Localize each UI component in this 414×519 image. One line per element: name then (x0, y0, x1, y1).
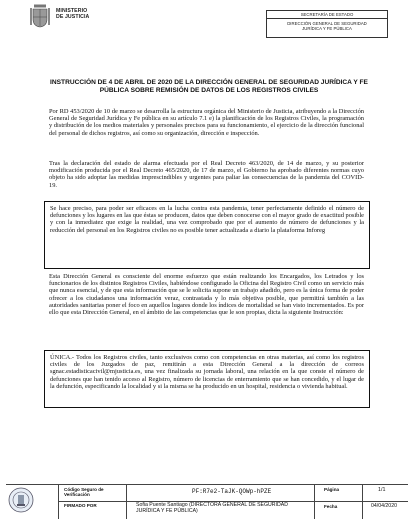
highlight-box-2 (44, 350, 370, 408)
paragraph-4: Esta Dirección General es consciente del enorme esfuerzo que están realizando los Encargados, los Letrados y los funcionarios de los distintos Registros Civiles, habiéndose configurado la Oficina del Registro Civil como un servicio más que nunca esencial, y de que esta información que se le solicita supone un trabajo añadido, pero es la única forma de poder ofrecer a los ciudadanos una información veraz, contrastada y lo más objetiva posible, que permitirá también a las autoridades sanitarias poner el foco en aquellos lugares donde los índices de mortalidad se han visto incrementados. Es por ello que esta Dirección General, en el ámbito de las competencias que le son propias, dicta la siguiente Instrucción: (49, 273, 364, 317)
paragraph-3: Se hace preciso, para poder ser eficaces en la lucha contra esta pandemia, tener perfectamente definido el número de defunciones y los lugares en las que éstas se producen, datos que deben conocerse con el mayor grado de exactitud posible y con la inmediatez que exige la realidad, una vez comprobado que por el aumento de número de defunciones y la reducción del personal en los Registros civiles no es posible tener actualizada a diario la plataforma Inforeg (50, 205, 364, 234)
ministry-name (56, 8, 89, 20)
page-number: 1/1 (378, 487, 386, 493)
directorate-line1: DIRECCIÓN GENERAL DE SEGURIDAD (287, 21, 367, 26)
ministry-line1: MINISTERIO (56, 8, 88, 14)
divider (362, 485, 363, 519)
page-label: Página (324, 487, 340, 492)
csv-label-line2: Verificación (64, 492, 90, 498)
department-box (266, 10, 388, 38)
highlight-box-1 (44, 201, 370, 269)
document-title: INSTRUCCIÓN DE 4 DE ABRIL DE 2020 DE LA DIRECCIÓN GENERAL DE SEGURIDAD JURÍDICA Y FE PÚBLICA SOBRE REMISIÓN DE DATOS DE LOS REGISTROS CIVILES (50, 79, 368, 94)
csv-code: PF:R7e2-TaJK-QOWp-hPZE (192, 488, 272, 495)
csv-label (64, 487, 104, 497)
paragraph-2: Tras la declaración del estado de alarma efectuada por el Real Decreto 463/2020, de 14 de marzo, y su posterior modificación producida por el Real Decreto 465/2020, de 17 de marzo, el Gobierno ha aprobado diferentes normas cuyo objeto ha sido adoptar las medidas imprescindibles y urgentes para paliar las consecuencias de la pandemia del COVID-19. (49, 160, 364, 189)
divider (58, 485, 59, 519)
date-label: Fecha (324, 504, 338, 509)
paragraph-1: Por RD 453/2020 de 10 de marzo se desarrolla la estructura orgánica del Ministerio de Justicia, atribuyendo a la Dirección General de Seguridad Jurídica y Fe pública en su artículo 7.1 e) la planificación de los Registros Civiles, la programación y distribución de los medios materiales y personales precisos para su funcionamiento, el ejercicio de la dirección funcional del personal de dichos registros, así como su organización, dirección e inspección. (49, 108, 364, 137)
divider (314, 485, 315, 519)
csv-label-line1: Código Seguro de (64, 487, 104, 492)
signed-by-label: FIRMADO POR (64, 503, 97, 508)
ministry-line2: DE JUSTICIA (56, 14, 90, 20)
signature-date: 04/04/2020 (371, 503, 397, 509)
electronic-seal-icon (8, 487, 34, 513)
directorate-line2: JURÍDICA Y FE PÚBLICA (302, 26, 352, 31)
paragraph-5: ÚNICA.- Todos los Registros civiles, tanto exclusivos como con competencias en otras materias, así como los registros civiles de los Juzgados de paz, remitirán a esta Dirección General a la dirección de correos sgnac.estadisticacivil@mjusticia.es, una vez finalizada su jornada laboral, una relación en la que conste el número de defunciones que han tenido acceso al Registro, número de licencias de enterramiento que se han concedido, y el lugar de la defunción, especificando la localidad y si la misma se ha producido en un hospital, residencia o vivienda habitual. (50, 354, 364, 390)
coat-of-arms-icon (30, 4, 50, 28)
signature-table (6, 484, 408, 519)
signer-name: Sofia Puente Santiago (DIRECTORA GENERAL DE SEGURIDAD JURÍDICA Y FE PÚBLICA) (136, 502, 288, 514)
secretariat-label: SECRETARÍA DE ESTADO (267, 11, 387, 19)
divider (126, 485, 127, 519)
